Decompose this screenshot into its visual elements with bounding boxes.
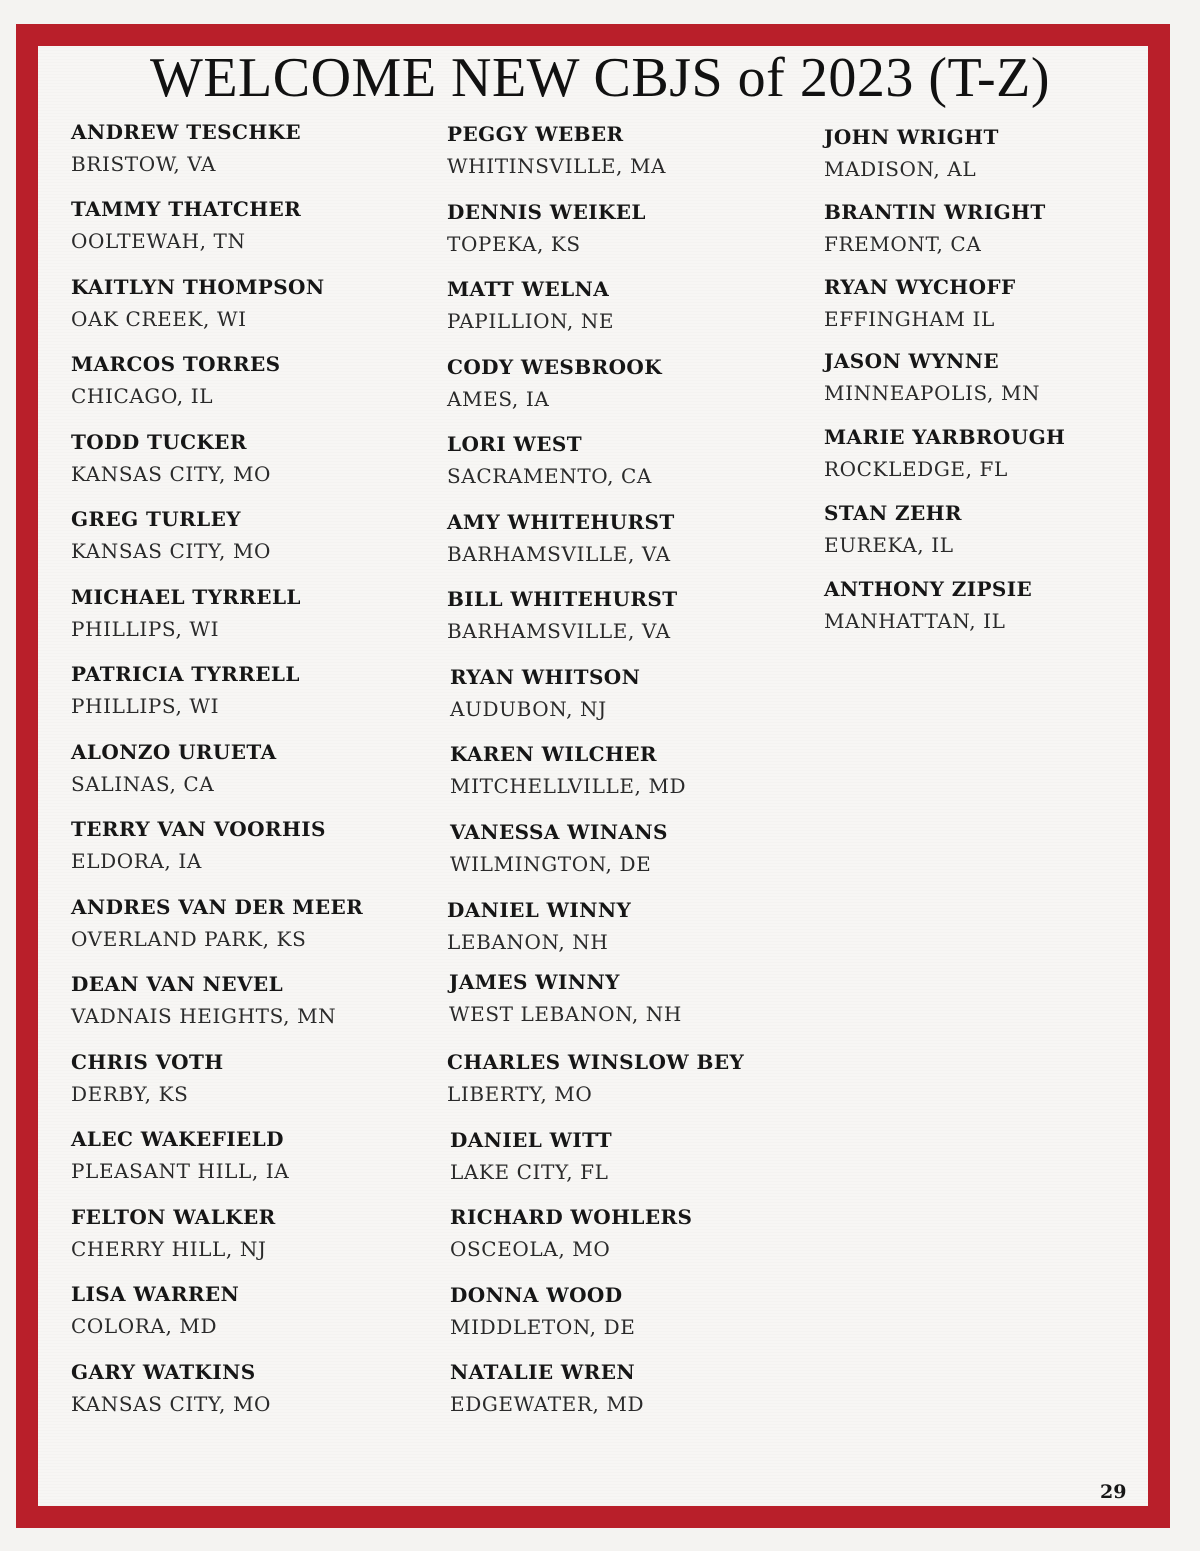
member-location: VADNAIS HEIGHTS, MN (71, 1004, 337, 1028)
member-name: DANIEL WITT (450, 1128, 613, 1152)
member-entry (824, 123, 999, 183)
member-location: ELDORA, IA (71, 849, 202, 873)
member-entry (447, 198, 646, 258)
member-name: AMY WHITEHURST (447, 510, 675, 534)
member-name: ANDRES VAN DER MEER (71, 895, 364, 919)
member-location: CHICAGO, IL (71, 384, 214, 408)
member-entry (71, 583, 301, 643)
member-name: GREG TURLEY (71, 507, 241, 531)
member-entry (824, 423, 1065, 483)
member-location: EDGEWATER, MD (450, 1392, 645, 1416)
member-location: TOPEKA, KS (447, 232, 581, 256)
member-entry (71, 428, 271, 488)
member-location: PAPILLION, NE (447, 309, 615, 333)
member-location: MANHATTAN, IL (824, 609, 1006, 633)
member-entry (824, 273, 1016, 333)
page-title: WELCOME NEW CBJS of 2023 (T-Z) (149, 47, 1051, 109)
member-location: PHILLIPS, WI (71, 694, 220, 718)
member-name: ALEC WAKEFIELD (71, 1127, 284, 1151)
member-name: DEAN VAN NEVEL (71, 972, 284, 996)
member-name: KAITLYN THOMPSON (71, 275, 325, 299)
member-name: DENNIS WEIKEL (447, 200, 646, 224)
member-location: FREMONT, CA (824, 232, 982, 256)
member-entry (450, 1358, 644, 1418)
member-entry (71, 893, 363, 953)
member-location: PLEASANT HILL, IA (71, 1159, 290, 1183)
member-entry (447, 585, 677, 645)
member-entry (447, 353, 662, 413)
member-name: RYAN WHITSON (450, 665, 641, 689)
member-entry (71, 1048, 224, 1108)
member-name: PATRICIA TYRRELL (71, 662, 300, 686)
member-location: ROCKLEDGE, FL (824, 457, 1008, 481)
page-number: 29 (1100, 1481, 1127, 1503)
member-location: BRISTOW, VA (71, 152, 216, 176)
member-name: CHRIS VOTH (71, 1050, 224, 1074)
member-name: JAMES WINNY (449, 970, 620, 994)
member-name: PEGGY WEBER (447, 122, 624, 146)
member-name: ANTHONY ZIPSIE (824, 577, 1033, 601)
member-entry (71, 350, 280, 410)
member-location: LIBERTY, MO (447, 1082, 593, 1106)
member-name: DONNA WOOD (450, 1283, 623, 1307)
member-location: AUDUBON, NJ (450, 697, 607, 721)
member-entry (71, 815, 326, 875)
member-entry (71, 660, 300, 720)
member-name: RICHARD WOHLERS (450, 1205, 693, 1229)
member-name: BRANTIN WRIGHT (824, 200, 1046, 224)
member-entry (824, 347, 1040, 407)
member-location: WILMINGTON, DE (450, 852, 652, 876)
member-name: MICHAEL TYRRELL (71, 585, 301, 609)
member-entry (71, 273, 325, 333)
member-name: MARIE YARBROUGH (824, 425, 1066, 449)
member-entry (71, 738, 277, 798)
member-location: LEBANON, NH (447, 930, 609, 954)
member-location: LAKE CITY, FL (450, 1160, 609, 1184)
member-name: NATALIE WREN (450, 1360, 636, 1384)
member-location: OSCEOLA, MO (450, 1237, 611, 1261)
member-entry (71, 1203, 276, 1263)
member-entry (824, 575, 1032, 635)
member-entry (447, 896, 631, 956)
member-entry (447, 120, 666, 180)
member-entry (447, 430, 652, 490)
member-entry (824, 499, 962, 559)
member-location: KANSAS CITY, MO (71, 539, 272, 563)
member-name: LISA WARREN (71, 1282, 240, 1306)
member-name: GARY WATKINS (71, 1360, 256, 1384)
member-name: MARCOS TORRES (71, 352, 281, 376)
member-entry (824, 198, 1046, 258)
member-name: JOHN WRIGHT (824, 125, 999, 149)
member-entry (71, 1358, 271, 1418)
member-name: FELTON WALKER (71, 1205, 276, 1229)
member-name: ANDREW TESCHKE (71, 120, 302, 144)
member-location: COLORA, MD (71, 1314, 218, 1338)
member-name: TAMMY THATCHER (71, 197, 302, 221)
member-location: BARHAMSVILLE, VA (447, 542, 671, 566)
member-entry (450, 1281, 635, 1341)
member-location: KANSAS CITY, MO (71, 1392, 272, 1416)
member-name: BILL WHITEHURST (447, 587, 678, 611)
member-location: MADISON, AL (824, 157, 977, 181)
member-name: VANESSA WINANS (450, 820, 668, 844)
member-location: PHILLIPS, WI (71, 617, 220, 641)
member-location: AMES, IA (447, 387, 550, 411)
member-entry (450, 818, 668, 878)
member-entry (449, 968, 682, 1028)
member-name: CHARLES WINSLOW BEY (447, 1050, 745, 1074)
member-location: SACRAMENTO, CA (447, 464, 652, 488)
member-name: KAREN WILCHER (450, 742, 657, 766)
member-name: TERRY VAN VOORHIS (71, 817, 326, 841)
member-entry (450, 663, 640, 723)
member-entry (450, 740, 686, 800)
member-entry (71, 970, 336, 1030)
member-name: LORI WEST (447, 432, 583, 456)
member-name: STAN ZEHR (824, 501, 962, 525)
member-location: KANSAS CITY, MO (71, 462, 272, 486)
member-location: WHITINSVILLE, MA (447, 154, 667, 178)
member-location: DERBY, KS (71, 1082, 189, 1106)
member-entry (447, 275, 614, 335)
member-name: RYAN WYCHOFF (824, 275, 1016, 299)
member-location: CHERRY HILL, NJ (71, 1237, 267, 1261)
member-location: WEST LEBANON, NH (449, 1002, 682, 1026)
member-entry (450, 1126, 612, 1186)
member-location: OOLTEWAH, TN (71, 229, 246, 253)
member-name: JASON WYNNE (824, 349, 1000, 373)
member-entry (71, 195, 301, 255)
member-location: OAK CREEK, WI (71, 307, 247, 331)
member-name: CODY WESBROOK (447, 355, 663, 379)
member-location: MITCHELLVILLE, MD (450, 774, 687, 798)
member-entry (71, 1280, 239, 1340)
member-name: ALONZO URUETA (71, 740, 277, 764)
member-entry (71, 505, 271, 565)
member-name: MATT WELNA (447, 277, 610, 301)
member-location: MINNEAPOLIS, MN (824, 381, 1041, 405)
member-location: EUREKA, IL (824, 533, 954, 557)
member-location: MIDDLETON, DE (450, 1315, 636, 1339)
member-entry (450, 1203, 692, 1263)
member-entry (447, 1048, 744, 1108)
member-location: OVERLAND PARK, KS (71, 927, 307, 951)
member-location: BARHAMSVILLE, VA (447, 619, 671, 643)
member-entry (447, 508, 675, 568)
member-entry (71, 1125, 289, 1185)
member-name: TODD TUCKER (71, 430, 247, 454)
member-location: SALINAS, CA (71, 772, 215, 796)
member-entry (71, 118, 301, 178)
member-location: EFFINGHAM IL (824, 307, 995, 331)
member-name: DANIEL WINNY (447, 898, 632, 922)
